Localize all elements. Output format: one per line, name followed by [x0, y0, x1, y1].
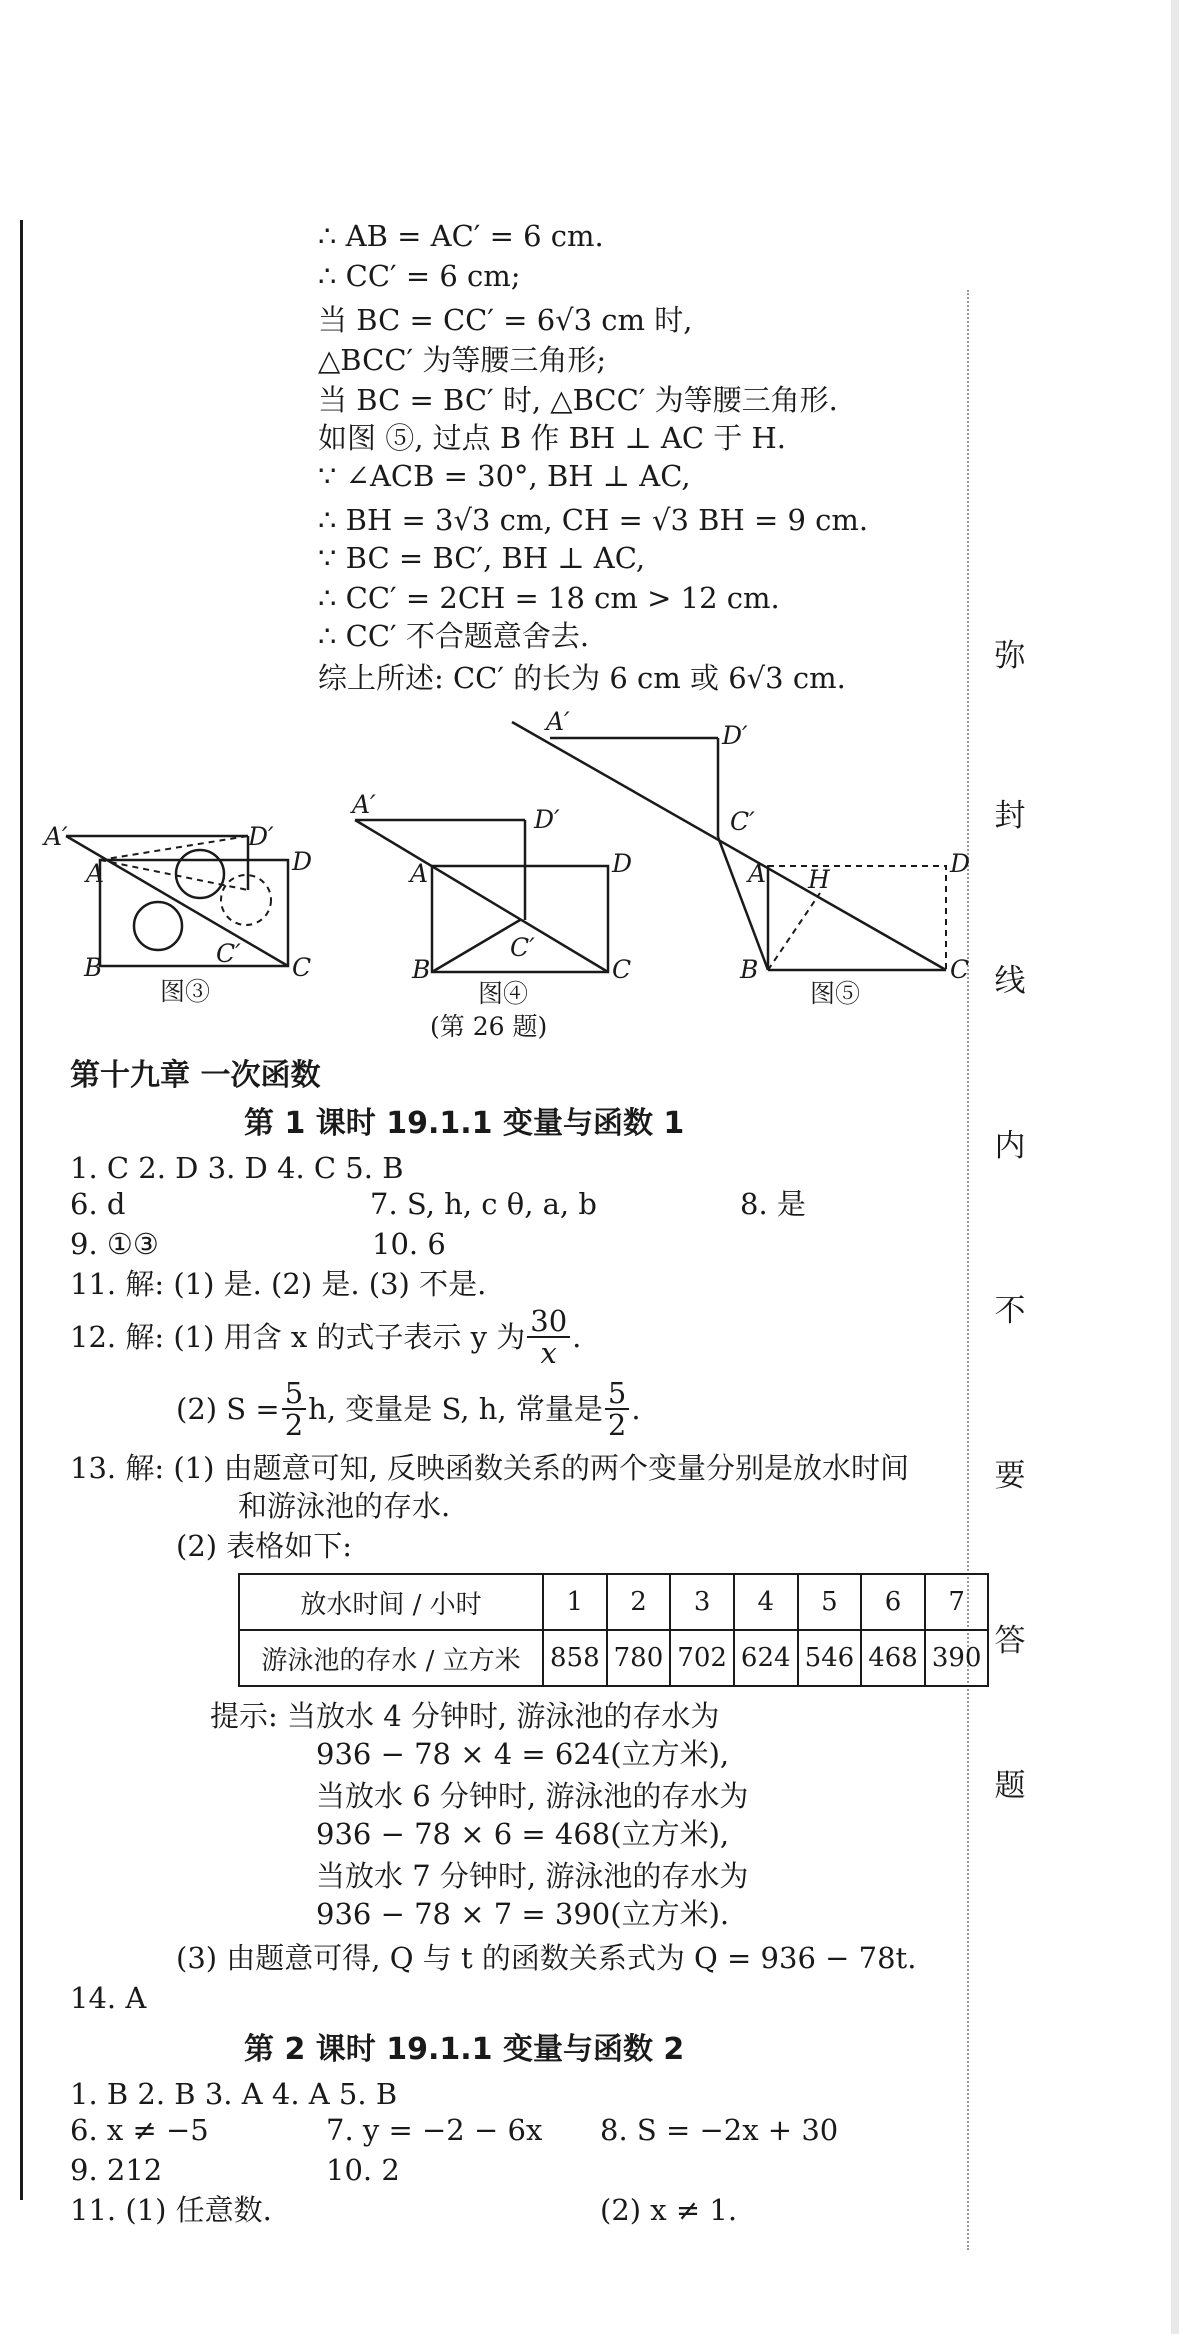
hint-line-5: 当放水 7 分钟时, 游泳池的存水为 — [316, 1859, 749, 1893]
table-cell: 5 — [798, 1574, 862, 1630]
table-cell: 7 — [925, 1574, 989, 1630]
table-row-header: 放水时间 / 小时 — [239, 1574, 543, 1630]
answer-7: 7. S, h, c θ, a, b — [370, 1187, 597, 1221]
figure-3 — [42, 822, 312, 1006]
solution-line-8: ∴ BH = 3√3 cm, CH = √3 BH = 9 cm. — [318, 503, 869, 537]
seal-dotted-line — [967, 290, 969, 2250]
table-row — [239, 1574, 988, 1630]
answer-12-text: 12. 解: (1) 用含 x 的式子表示 y 为 — [70, 1320, 526, 1354]
answer-6: 6. d — [70, 1187, 126, 1221]
fig3-label-C1: C′ — [216, 939, 241, 968]
fraction-5-over-2-b — [605, 1378, 629, 1440]
lesson-2-answer-6: 6. x ≠ −5 — [70, 2113, 209, 2147]
table-cell: 1 — [543, 1574, 607, 1630]
solution-line-2: ∴ CC′ = 6 cm; — [318, 259, 521, 293]
table-cell: 2 — [607, 1574, 671, 1630]
answer-9: 9. ①③ — [70, 1227, 159, 1261]
fraction-denominator: 2 — [284, 1408, 304, 1442]
answer-12b-prefix: (2) S = — [176, 1392, 280, 1426]
lesson-2-answer-9: 9. 212 — [70, 2153, 163, 2187]
lesson-2-title: 第 2 课时 19.1.1 变量与函数 2 — [244, 2032, 685, 2067]
solution-line-7: ∵ ∠ACB = 30°, BH ⊥ AC, — [318, 459, 691, 493]
table-cell: 780 — [607, 1630, 671, 1686]
solution-line-9: ∵ BC = BC′, BH ⊥ AC, — [318, 541, 646, 575]
fig5-label-C1: C′ — [730, 807, 755, 836]
page-edge-shadow — [1171, 0, 1179, 2334]
answer-8: 8. 是 — [740, 1187, 806, 1221]
fig5-label-A: A — [748, 859, 767, 888]
fig4-label-C: C — [612, 955, 632, 984]
lesson-2-answer-11-part-1: 11. (1) 任意数. — [70, 2193, 272, 2227]
fig5-label-D: D — [950, 849, 971, 878]
lesson-2-answer-7: 7. y = −2 − 6x — [326, 2113, 543, 2147]
hint-line-6: 936 − 78 × 7 = 390(立方米). — [316, 1897, 730, 1931]
fig4-caption: 图④ — [478, 979, 529, 1008]
fraction-numerator: 5 — [605, 1378, 629, 1410]
chapter-title: 第十九章 一次函数 — [70, 1058, 321, 1093]
seal-char-6: 要 — [994, 1458, 1026, 1494]
fig3-label-A: A — [86, 859, 105, 888]
answers-1-5: 1. C 2. D 3. D 4. C 5. B — [70, 1151, 404, 1185]
hint-line-3: 当放水 6 分钟时, 游泳池的存水为 — [316, 1779, 749, 1813]
answer-13-part-1a: 13. 解: (1) 由题意可知, 反映函数关系的两个变量分别是放水时间 — [70, 1451, 910, 1485]
table-cell: 3 — [670, 1574, 734, 1630]
solution-line-4: △BCC′ 为等腰三角形; — [318, 343, 607, 377]
geometry-figures — [0, 700, 971, 1041]
lesson-2-answer-10: 10. 2 — [326, 2153, 400, 2187]
figure-4 — [350, 790, 632, 1008]
fraction-denominator: x — [540, 1336, 557, 1370]
answer-10: 10. 6 — [372, 1227, 446, 1261]
answer-14: 14. A — [70, 1981, 147, 2015]
lesson-2-answers-1-5: 1. B 2. B 3. A 4. A 5. B — [70, 2077, 398, 2111]
answer-13-part-1b: 和游泳池的存水. — [238, 1489, 451, 1523]
lesson-1-title: 第 1 课时 19.1.1 变量与函数 1 — [244, 1106, 685, 1141]
solution-line-5: 当 BC = BC′ 时, △BCC′ 为等腰三角形. — [318, 383, 838, 417]
table-cell: 546 — [798, 1630, 862, 1686]
seal-char-5: 不 — [994, 1293, 1026, 1329]
question-26-caption: (第 26 题) — [430, 1012, 548, 1041]
table-cell: 4 — [734, 1574, 798, 1630]
fraction-denominator: 2 — [607, 1408, 627, 1442]
lesson-2-answer-8: 8. S = −2x + 30 — [600, 2113, 839, 2147]
solution-line-6: 如图 ⑤, 过点 B 作 BH ⊥ AC 于 H. — [318, 421, 787, 455]
seal-char-4: 内 — [994, 1128, 1026, 1164]
seal-char-2: 封 — [994, 798, 1026, 834]
fig3-label-D: D — [292, 847, 313, 876]
fig4-label-A1: A′ — [352, 790, 376, 819]
fraction-30-over-x — [527, 1306, 570, 1368]
table-cell: 390 — [925, 1630, 989, 1686]
fraction-5-over-2-a — [282, 1378, 306, 1440]
hint-line-4: 936 − 78 × 6 = 468(立方米), — [316, 1817, 730, 1851]
left-binding-rule — [20, 220, 23, 2200]
table-cell: 858 — [543, 1630, 607, 1686]
solution-line-11: ∴ CC′ 不合题意舍去. — [318, 619, 590, 653]
table-row — [239, 1630, 988, 1686]
answer-12-part-2: (2) S = $\frac{5}{2}$ h, 变量是 S, h, 常量是 $\frac{5}{2}$ . — [176, 1376, 641, 1442]
fig3-label-A1: A′ — [44, 822, 68, 851]
fig4-label-B: B — [412, 955, 431, 984]
solution-line-1: ∴ AB = AC′ = 6 cm. — [318, 219, 604, 253]
fig5-label-C: C — [950, 955, 970, 984]
fig5-caption: 图⑤ — [810, 979, 861, 1008]
table-cell: 468 — [861, 1630, 925, 1686]
hint-line-1: 提示: 当放水 4 分钟时, 游泳池的存水为 — [210, 1699, 720, 1733]
fig3-label-D1: D′ — [248, 822, 274, 851]
fraction-numerator: 30 — [527, 1306, 570, 1338]
seal-char-8: 题 — [994, 1768, 1026, 1804]
answer-11: 11. 解: (1) 是. (2) 是. (3) 不是. — [70, 1267, 487, 1301]
table-row-header: 游泳池的存水 / 立方米 — [239, 1630, 543, 1686]
answer-12-part-1: 12. 解: (1) 用含 x 的式子表示 y 为 $\frac{30}{x}$ . — [70, 1304, 582, 1370]
solution-line-3: 当 BC = CC′ = 6√3 cm 时, — [318, 303, 693, 337]
fig5-label-D1: D′ — [722, 721, 748, 750]
answer-13-part-3: (3) 由题意可得, Q 与 t 的函数关系式为 Q = 936 − 78t. — [176, 1941, 917, 1975]
fig3-label-C: C — [292, 953, 312, 982]
fraction-numerator: 5 — [282, 1378, 306, 1410]
answer-12b-middle: h, 变量是 S, h, 常量是 — [308, 1392, 603, 1426]
hint-line-2: 936 − 78 × 4 = 624(立方米), — [316, 1737, 730, 1771]
fig4-label-C1: C′ — [510, 933, 535, 962]
solution-line-12: 综上所述: CC′ 的长为 6 cm 或 6√3 cm. — [318, 661, 846, 695]
fig5-label-A1: A′ — [546, 707, 570, 736]
seal-char-3: 线 — [994, 963, 1026, 999]
seal-char-1: 弥 — [994, 638, 1026, 674]
lesson-2-answer-11-part-2: (2) x ≠ 1. — [600, 2193, 738, 2227]
fig3-label-B: B — [84, 953, 103, 982]
figure-5 — [512, 707, 970, 1008]
fig4-label-A: A — [410, 859, 429, 888]
table-cell: 6 — [861, 1574, 925, 1630]
table-cell: 702 — [670, 1630, 734, 1686]
answer-13-part-2: (2) 表格如下: — [176, 1529, 353, 1563]
fig5-label-H: H — [808, 865, 830, 894]
fig4-label-D1: D′ — [534, 805, 560, 834]
fig5-label-B: B — [740, 955, 759, 984]
solution-line-10: ∴ CC′ = 2CH = 18 cm > 12 cm. — [318, 581, 780, 615]
fig4-label-D: D — [612, 849, 633, 878]
table-cell: 624 — [734, 1630, 798, 1686]
seal-char-7: 答 — [994, 1623, 1026, 1659]
fig3-caption: 图③ — [160, 977, 211, 1006]
water-table — [238, 1573, 989, 1687]
